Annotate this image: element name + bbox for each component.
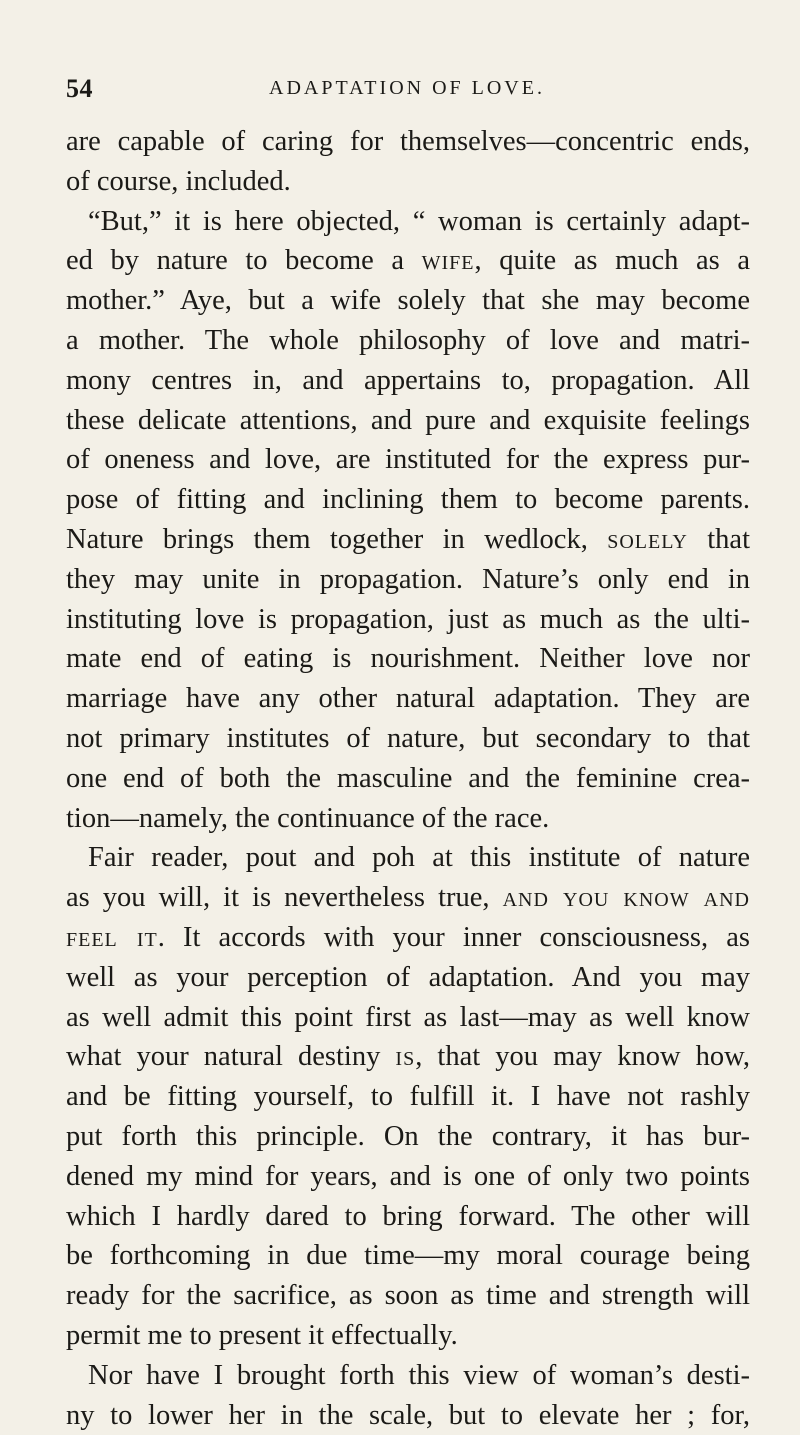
text-line: ed by nature to become a wife, quite as much as a — [66, 241, 750, 281]
text-line: be forthcoming in due time—my moral courage being — [66, 1236, 750, 1276]
text-line: feel it. It accords with your inner consciousness, as — [66, 918, 750, 958]
text-line: dened my mind for years, and is one of only two points — [66, 1157, 750, 1197]
text-line: are capable of caring for themselves—concentric ends, — [66, 122, 750, 162]
text-line: not primary institutes of nature, but secondary to that — [66, 719, 750, 759]
text-line: well as your perception of adaptation. And you may — [66, 958, 750, 998]
emphasis-text: solely — [607, 524, 688, 555]
text-line: and be fitting yourself, to fulfill it. I have not rashly — [66, 1077, 750, 1117]
text-line: Fair reader, pout and poh at this institute of nature — [66, 838, 750, 878]
emphasis-text: and you know and — [503, 882, 750, 913]
page-number: 54 — [66, 74, 93, 104]
text-line: ny to lower her in the scale, but to elevate her ; for, — [66, 1396, 750, 1435]
text-line: mate end of eating is nourishment. Neither love nor — [66, 639, 750, 679]
text-line: they may unite in propagation. Nature’s only end in — [66, 560, 750, 600]
text-line: mother.” Aye, but a wife solely that she may become — [66, 281, 750, 321]
emphasis-text: wife — [422, 245, 475, 276]
emphasis-text: feel it — [66, 922, 158, 953]
text-line: one end of both the masculine and the feminine crea- — [66, 759, 750, 799]
text-line: these delicate attentions, and pure and exquisite feelings — [66, 401, 750, 441]
text-line: “But,” it is here objected, “ woman is certainly adapt- — [66, 202, 750, 242]
text-line: pose of fitting and inclining them to become parents. — [66, 480, 750, 520]
text-line: of oneness and love, are instituted for the express pur- — [66, 440, 750, 480]
text-line: of course, included. — [66, 162, 750, 202]
text-line: instituting love is propagation, just as much as the ulti- — [66, 600, 750, 640]
text-line: Nor have I brought forth this view of woman’s desti- — [66, 1356, 750, 1396]
text-line: what your natural destiny is, that you may know how, — [66, 1037, 750, 1077]
page-header — [66, 74, 748, 104]
text-line: as well admit this point first as last—may as well know — [66, 998, 750, 1038]
text-line: mony centres in, and appertains to, propagation. All — [66, 361, 750, 401]
text-line: put forth this principle. On the contrary, it has bur- — [66, 1117, 750, 1157]
text-line: which I hardly dared to bring forward. The other will — [66, 1197, 750, 1237]
emphasis-text: is — [395, 1041, 415, 1072]
text-line: marriage have any other natural adaptation. They are — [66, 679, 750, 719]
text-line: permit me to present it effectually. — [66, 1316, 750, 1356]
text-line: as you will, it is nevertheless true, and you know and — [66, 878, 750, 918]
text-line: ready for the sacrifice, as soon as time and strength will — [66, 1276, 750, 1316]
text-line: tion—namely, the continuance of the race. — [66, 799, 750, 839]
running-head: ADAPTATION OF LOVE. — [66, 77, 748, 100]
text-line: a mother. The whole philosophy of love and matri- — [66, 321, 750, 361]
text-line: Nature brings them together in wedlock, solely that — [66, 520, 750, 560]
body-text — [66, 122, 750, 1435]
